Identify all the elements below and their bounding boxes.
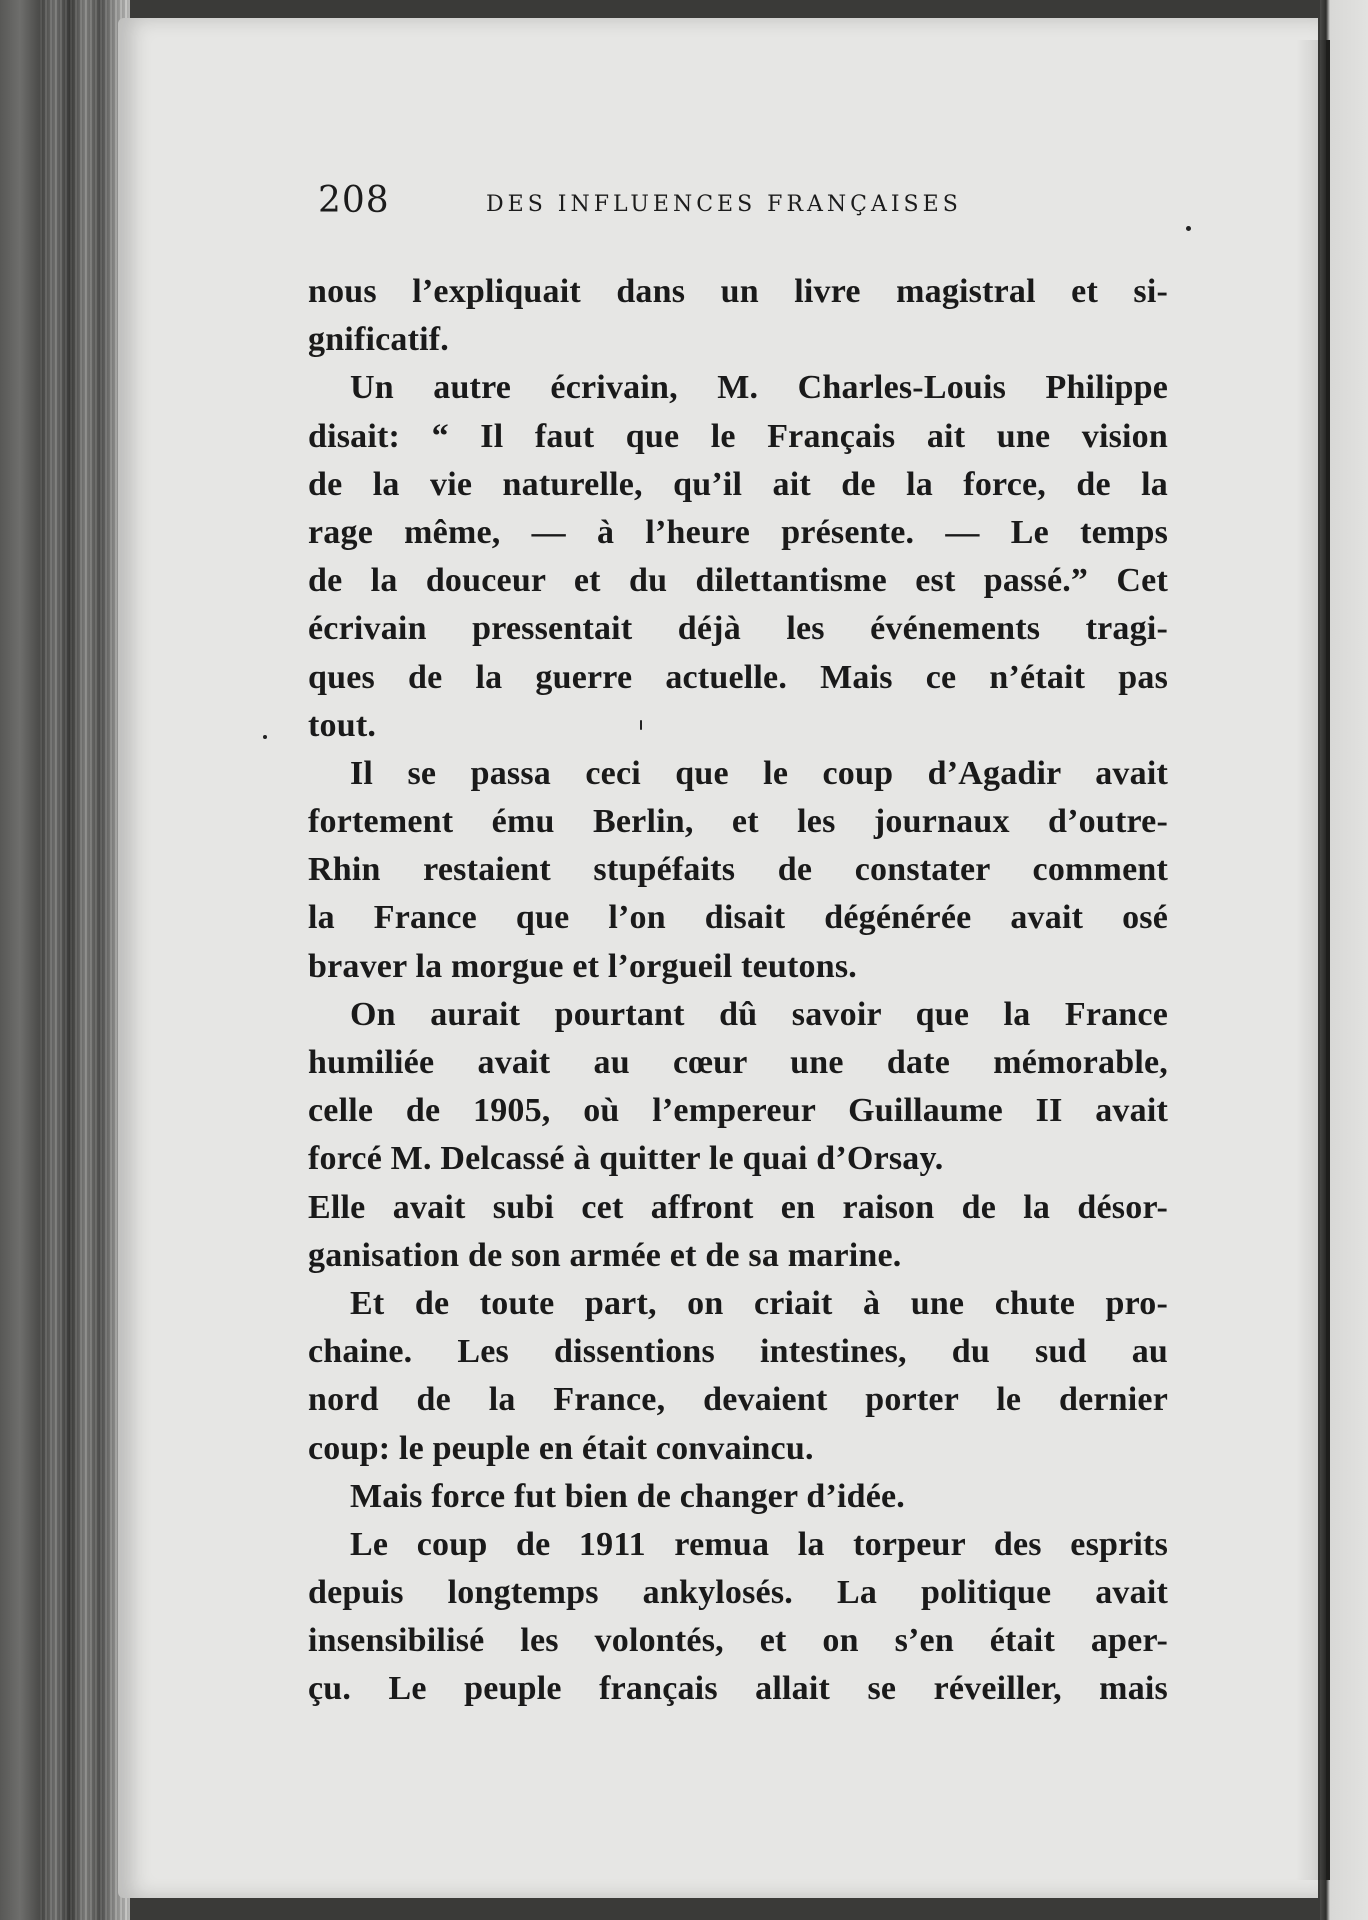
text-line: nord de la France, devaient porter le dernier — [308, 1381, 1168, 1419]
text-line: écrivain pressentait déjà les événements tragi- — [308, 610, 1168, 648]
gutter-shadow — [1296, 40, 1326, 1880]
text-line: de la douceur et du dilettantisme est passé.” Cet — [308, 562, 1168, 600]
text-line: gnificatif. — [308, 321, 450, 359]
text-line: fortement ému Berlin, et les journaux d’outre- — [308, 803, 1168, 841]
text-line: depuis longtemps ankylosés. La politique avait — [308, 1574, 1168, 1612]
text-line: Il se passa ceci que le coup d’Agadir avait — [350, 754, 1168, 792]
text-line: insensibilisé les volontés, et on s’en était aper- — [308, 1622, 1168, 1660]
running-title: DES INFLUENCES FRANÇAISES — [486, 192, 962, 217]
text-line: Mais force fut bien de changer d’idée. — [350, 1477, 906, 1515]
text-line: braver la morgue et l’orgueil teutons. — [308, 947, 857, 985]
text-line: humiliée avait au cœur une date mémorable, — [308, 1044, 1168, 1081]
text-line: tout. — [308, 706, 377, 744]
text-line: celle de 1905, où l’empereur Guillaume II avait — [308, 1092, 1168, 1130]
text-line: forcé M. Delcassé à quitter le quai d’Orsay. — [308, 1140, 944, 1178]
text-line: Le coup de 1911 remua la torpeur des esprits — [350, 1525, 1168, 1563]
text-line: ques de la guerre actuelle. Mais ce n’était pas — [308, 658, 1168, 696]
page-number: 208 — [318, 180, 390, 221]
dust-speck — [640, 720, 642, 730]
gutter-line — [1326, 40, 1330, 1880]
dust-speck — [263, 735, 267, 739]
text-line: rage même, — à l’heure présente. — Le temps — [308, 513, 1168, 551]
page-header — [318, 180, 1018, 230]
dust-speck — [1186, 226, 1191, 231]
text-line: Rhin restaient stupéfaits de constater comment — [308, 851, 1168, 889]
text-line: çu. Le peuple français allait se réveiller, mais — [308, 1670, 1168, 1708]
text-line: la France que l’on disait dégénérée avait osé — [308, 899, 1168, 937]
text-line: Un autre écrivain, M. Charles-Louis Philippe — [350, 369, 1168, 407]
text-line: coup: le peuple en était convaincu. — [308, 1429, 814, 1467]
text-line: On aurait pourtant dû savoir que la France — [350, 995, 1168, 1033]
text-line: disait: “ Il faut que le Français ait une vision — [308, 417, 1168, 455]
text-line: ganisation de son armée et de sa marine. — [308, 1236, 902, 1274]
text-line: Et de toute part, on criait à une chute pro- — [350, 1284, 1168, 1322]
text-line: de la vie naturelle, qu’il ait de la force, de la — [308, 465, 1168, 503]
text-line: nous l’expliquait dans un livre magistral et si- — [308, 273, 1168, 310]
page-stack-edge — [40, 0, 130, 1920]
text-line: chaine. Les dissentions intestines, du sud au — [308, 1333, 1168, 1371]
text-line: Elle avait subi cet affront en raison de la désor- — [308, 1188, 1168, 1226]
body-text — [308, 268, 1168, 1714]
